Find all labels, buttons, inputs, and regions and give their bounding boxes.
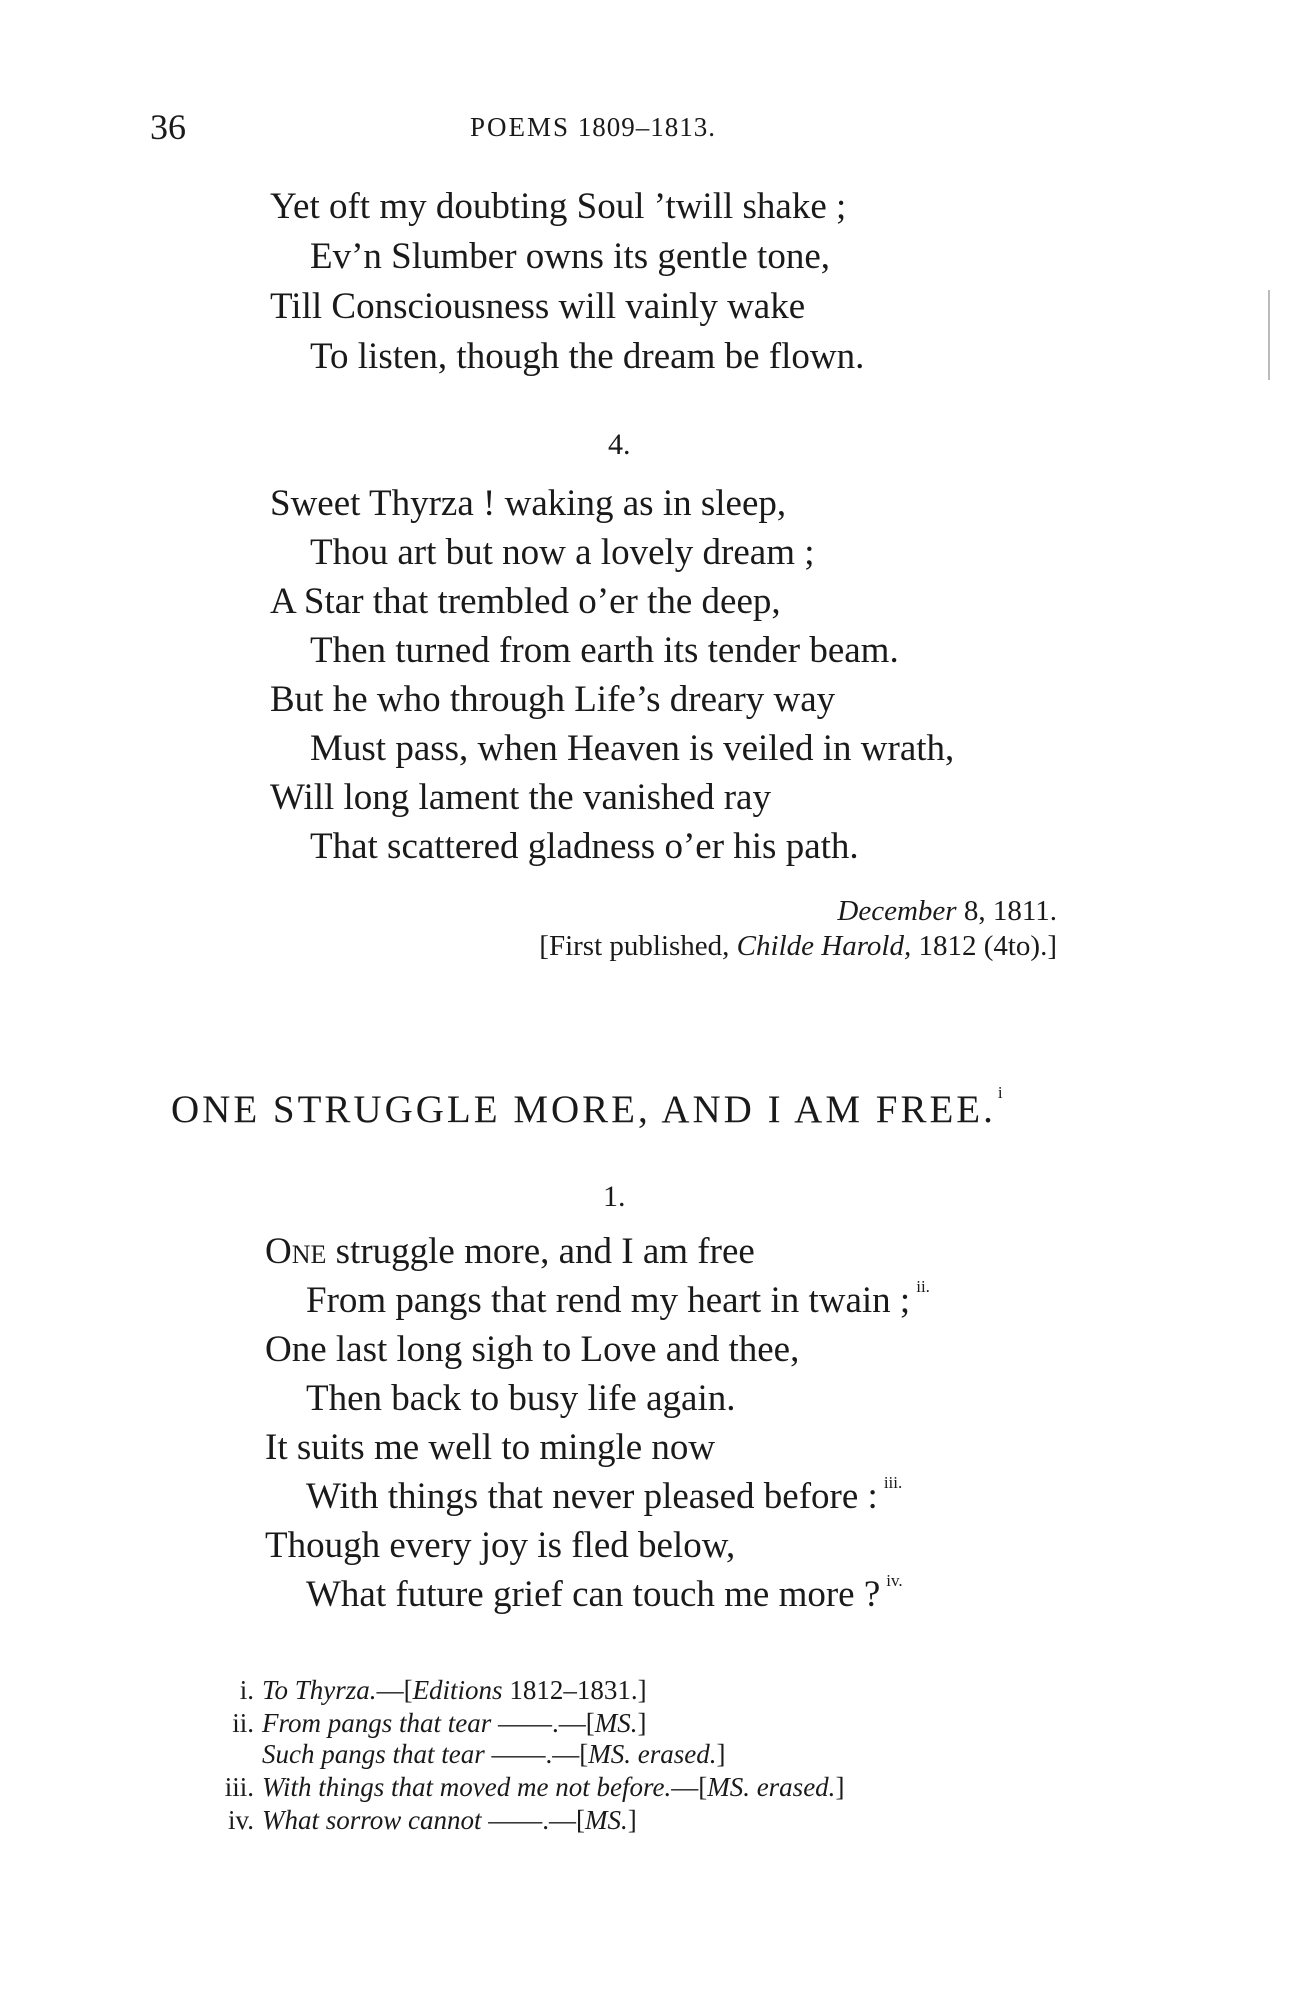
footnote-source: MS. erased. [707,1772,836,1802]
footnote-text: ] [637,1708,647,1738]
footnote-text: —[ [671,1772,708,1802]
line-text: What future grief can touch me more ? [306,1574,881,1615]
verse-line: But he who through Life’s dreary way [270,679,836,720]
verse-line: Sweet Thyrza ! waking as in sleep, [270,483,787,524]
footnote [210,1805,637,1836]
footnote-text: ——.—[ [481,1805,586,1835]
poem-date [837,895,1057,928]
footnote-variant: What sorrow cannot [262,1805,482,1835]
date-month: December [837,895,957,927]
verse-line: That scattered gladness o’er his path. [310,826,859,867]
footnote-source: MS. [594,1708,638,1738]
verse-line: Yet oft my doubting Soul ’twill shake ; [270,186,847,227]
note-ref: ii. [916,1277,930,1296]
footnote-text: ——.—[ [491,1708,595,1738]
footnote-source: Editions [412,1675,503,1705]
verse-line: It suits me well to mingle now [265,1427,716,1468]
poem-title [171,1083,1006,1132]
footnote-source: MS. erased. [588,1739,717,1769]
page-number: 36 [150,107,186,147]
pub-prefix: [First published, [539,930,730,962]
first-word: One [265,1231,327,1272]
verse-line: Then back to busy life again. [306,1378,736,1419]
verse-line: To listen, though the dream be flown. [310,336,865,377]
footnote-number: iv. [228,1805,254,1835]
verse-line: A Star that trembled o’er the deep, [270,581,781,622]
note-ref: iv. [886,1571,903,1590]
verse-line: Must pass, when Heaven is veiled in wrath, [310,728,955,769]
verse-line: Though every joy is fled below, [265,1525,736,1566]
footnote-variant: To Thyrza. [262,1675,377,1705]
footnote-variant: From pangs that tear [262,1708,492,1738]
date-rest: 8, 1811. [963,895,1057,927]
footnote-source: MS. [585,1805,628,1835]
verse-line: Till Consciousness will vainly wake [270,286,806,327]
footnote-text: ——.—[ [484,1739,589,1769]
footnote-text: —[ [376,1675,413,1705]
footnote [210,1772,844,1803]
line-text: From pangs that rend my heart in twain ; [306,1280,911,1321]
margin-mark [1268,290,1270,380]
line-text: struggle more, and I am free [326,1231,755,1272]
footnote [210,1708,647,1739]
verse-line: Then turned from earth its tender beam. [310,630,899,671]
footnote-text: ] [627,1805,637,1835]
footnote-text: ] [716,1739,726,1769]
publication-note [539,930,1057,963]
verse-line: Will long lament the vanished ray [270,777,771,818]
verse-line: Ev’n Slumber owns its gentle tone, [310,236,830,277]
footnote-continuation [262,1739,725,1770]
footnote-number: i. [239,1675,254,1705]
running-head-years: 1809–1813. [577,112,717,142]
running-head-prefix: POEMS [470,112,571,142]
footnote-number: iii. [224,1772,254,1802]
footnote-text: ] [835,1772,845,1802]
footnote [210,1675,647,1706]
footnote-text: 1812–1831.] [502,1675,647,1705]
verse-line [306,1571,903,1615]
verse-line [265,1233,755,1270]
title-note-ref: i [997,1083,1006,1102]
pub-title: Childe Harold, [736,930,912,962]
footnote-variant: With things that moved me not before. [262,1772,672,1802]
line-text: With things that never pleased before : [306,1476,878,1517]
pub-suffix: 1812 (4to).] [918,930,1057,962]
verse-line [306,1473,903,1517]
verse-line: One last long sigh to Love and thee, [265,1329,800,1370]
verse-line: Thou art but now a lovely dream ; [310,532,815,573]
footnote-number: ii. [232,1708,254,1738]
stanza-number: 1. [603,1180,626,1213]
note-ref: iii. [883,1473,903,1492]
footnote-variant: Such pangs that tear [262,1739,485,1769]
running-head [470,112,716,143]
verse-line [306,1277,930,1321]
poem-title-text: ONE STRUGGLE MORE, AND I AM FREE. [171,1088,996,1131]
stanza-number: 4. [608,428,631,461]
